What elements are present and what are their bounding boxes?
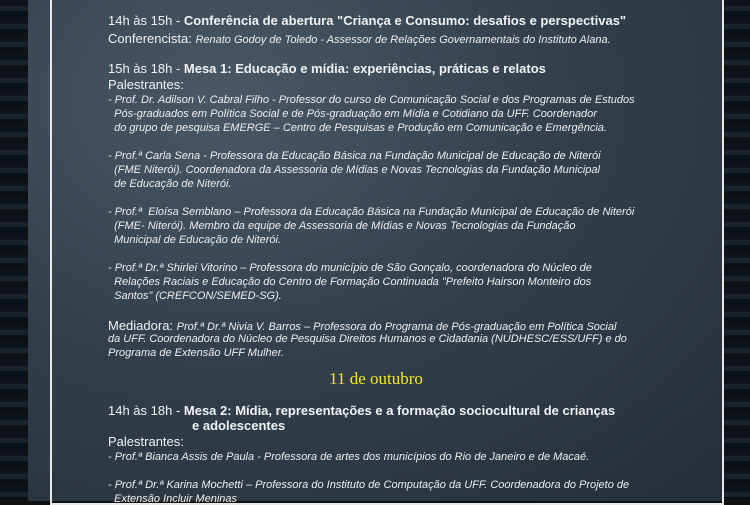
speaker-line: do grupo de pesquisa EMERGE – Centro de Pesquisas e Produção em Comunicação e Emergência.	[108, 122, 607, 134]
left-border-texture	[0, 0, 28, 501]
session1-time: 14h às 15h -	[108, 13, 184, 28]
speaker-line: de Educação de Niterói.	[108, 178, 232, 190]
session1-heading	[108, 13, 626, 28]
session2-speakers-label: Palestrantes:	[108, 77, 184, 92]
session3-heading	[108, 403, 615, 418]
session2-heading	[108, 61, 546, 76]
speaker-line: - Prof.ª Bianca Assis de Paula - Professora de artes dos municípios do Rio de Janeiro e de Macaé.	[108, 451, 590, 463]
moderator-line	[108, 318, 616, 333]
speaker-line: - Prof.ª Carla Sena - Professora da Educação Básica na Fundação Municipal de Educação de Niterói	[108, 150, 601, 162]
speaker-label: Conferencista:	[108, 31, 196, 46]
moderator-label: Mediadora:	[108, 318, 177, 333]
moderator-text: Programa de Extensão UFF Mulher.	[108, 347, 285, 359]
date-heading: 11 de outubro	[329, 369, 423, 388]
speaker-line: Relações Raciais e Educação do Centro de Formação Continuada "Prefeito Hairson Monteiro dos	[108, 276, 592, 288]
speaker-line: - Prof.ª Eloísa Semblano – Professora da Educação Básica na Fundação Municipal de Educação de Niterói	[108, 206, 635, 218]
session2-title: Mesa 1: Educação e mídia: experiências, práticas e relatos	[183, 61, 546, 76]
session3-time: 14h às 18h -	[108, 403, 184, 418]
moderator-text: da UFF. Coordenadora do Núcleo de Pesquisa Direitos Humanos e Cidadania (NUDHESC/ESS/UFF) e do	[108, 333, 627, 345]
speaker-line: Municipal de Educação de Niterói.	[108, 234, 282, 246]
session2-time: 15h às 18h -	[108, 61, 184, 76]
session3-speakers-label: Palestrantes:	[108, 434, 184, 449]
session3-title: Mesa 2: Mídia, representações e a formação sociocultural de crianças	[183, 403, 616, 418]
right-border-texture	[722, 0, 750, 501]
speaker-line: Pós-graduados em Política Social e de Pós-graduação em Mídia e Cotidiano da UFF. Coordenador	[108, 108, 597, 120]
moderator-text: Prof.ª Dr.ª Nivia V. Barros – Professora do Programa de Pós-graduação em Política Social	[176, 321, 617, 333]
speaker-line: - Prof.ª Dr.ª Karina Mochetti – Professora do Instituto de Computação da UFF. Coordenadora do Projeto de	[108, 479, 630, 491]
speaker-line: Santos" (CREFCON/SEMED-SG).	[108, 290, 282, 302]
session1-title: Conferência de abertura "Criança e Consumo: desafios e perspectivas"	[183, 13, 627, 28]
speaker-line: - Prof.ª Dr.ª Shirlei Vitorino – Professora do município de São Gonçalo, coordenadora do Núcleo de	[108, 262, 592, 274]
session1-speaker-line	[108, 31, 611, 46]
session3-title-cont: e adolescentes	[192, 418, 286, 433]
speaker-line: (FME- Niterói). Membro da equipe de Assessoria de Mídias e Novas Tecnologias da Fundação	[108, 220, 576, 232]
speaker-name: Renato Godoy de Toledo - Assessor de Relações Governamentais do Instituto Alana.	[195, 34, 611, 46]
speaker-line: Extensão Incluir Meninas	[108, 493, 238, 505]
speaker-line: - Prof. Dr. Adilson V. Cabral Filho - Professor do curso de Comunicação Social e dos Programas de Estudos	[108, 94, 635, 106]
speaker-line: (FME Niterói). Coordenadora da Assessoria de Mídias e Novas Tecnologias da Fundação Municipal	[108, 164, 600, 176]
